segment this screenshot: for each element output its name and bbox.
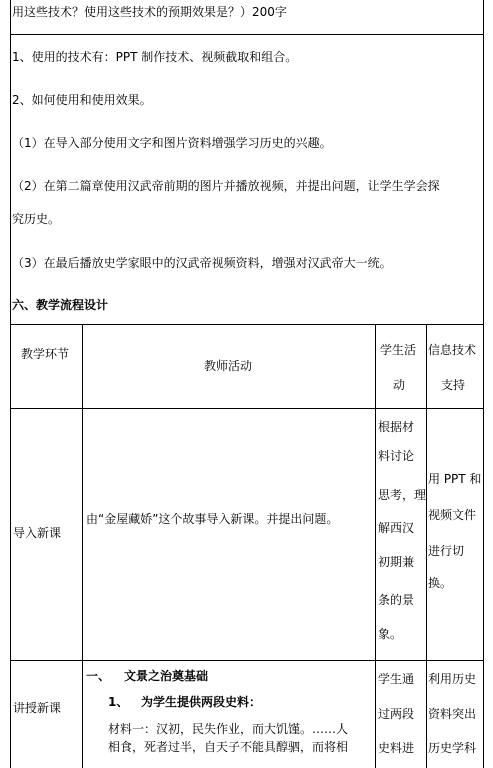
row1-student-line: 解西汉 xyxy=(378,521,415,535)
intro-item-2: 2、如何使用和使用效果。 xyxy=(12,93,152,107)
header-stage: 教学环节 xyxy=(21,347,70,361)
row1-tech-line: 用 PPT 和 xyxy=(428,472,482,486)
column-divider xyxy=(375,324,376,768)
row1-student-line: 思考，理 xyxy=(378,488,427,502)
row1-tech-line: 换。 xyxy=(428,576,453,590)
row1-student-line: 初期兼 xyxy=(378,555,415,569)
intro-sub-2-line-2: 究历史。 xyxy=(12,212,61,226)
row1-tech-line: 视频文件 xyxy=(428,508,477,522)
row1-stage: 导入新课 xyxy=(13,526,62,540)
intro-sub-2-line-1: （2）在第二篇章使用汉武帝前期的图片并播放视频，并提出问题，让学生学会探 xyxy=(12,179,440,193)
row2-stage: 讲授新课 xyxy=(13,701,62,715)
row1-student-line: 象。 xyxy=(378,627,403,641)
column-divider xyxy=(426,324,427,768)
row2-tech-line: 历史学科 xyxy=(428,741,477,755)
header-student-line-2: 动 xyxy=(393,378,406,392)
intro-sub-1: （1）在导入部分使用文字和图片资料增强学习历史的兴趣。 xyxy=(12,136,332,150)
header-tech-line-2: 支持 xyxy=(441,378,466,392)
intro-sub-3: （3）在最后播放史学家眼中的汉武帝视频资料，增强对汉武帝大一统。 xyxy=(12,256,392,270)
row2-student-line: 史料进 xyxy=(378,741,415,755)
row2-student-line: 学生通 xyxy=(378,672,415,686)
row2-heading-1-number: 一、 xyxy=(86,669,111,683)
row1-tech-line: 进行切 xyxy=(428,544,465,558)
column-divider xyxy=(82,324,83,768)
row2-tech-line: 利用历史 xyxy=(428,672,477,686)
intro-question-tail: 用这些技术？使用这些技术的预期效果是？）200字 xyxy=(12,5,287,19)
row2-material-line-1: 材料一：汉初，民失作业，而大饥馑。……人 xyxy=(108,722,349,736)
row1-student-line: 条的景 xyxy=(378,593,415,607)
row2-heading-1: 文景之治奠基础 xyxy=(124,669,209,683)
row2-student-line: 过两段 xyxy=(378,707,415,721)
row2-tech-line: 资料突出 xyxy=(428,707,477,721)
rule xyxy=(10,34,483,35)
header-student-line-1: 学生活 xyxy=(380,343,417,357)
row2-heading-2-number: 1、 xyxy=(108,695,129,709)
rule xyxy=(10,408,483,409)
row1-student-line: 根据材 xyxy=(378,420,415,434)
row1-teacher: 由“金屋藏娇”这个故事导入新课。并提出问题。 xyxy=(86,512,339,526)
intro-item-1: 1、使用的技术有：PPT 制作技术、视频截取和组合。 xyxy=(12,50,298,64)
header-tech-line-1: 信息技术 xyxy=(428,343,477,357)
row1-student-line: 料讨论 xyxy=(378,449,415,463)
rule xyxy=(10,660,483,661)
section-6-title: 六、教学流程设计 xyxy=(12,298,109,312)
row2-material-line-2: 相食，死者过半，自天子不能具醇驷，而将相 xyxy=(108,740,349,754)
rule xyxy=(10,324,483,325)
header-teacher: 教师活动 xyxy=(204,359,253,373)
row2-heading-2: 为学生提供两段史料： xyxy=(141,695,262,709)
